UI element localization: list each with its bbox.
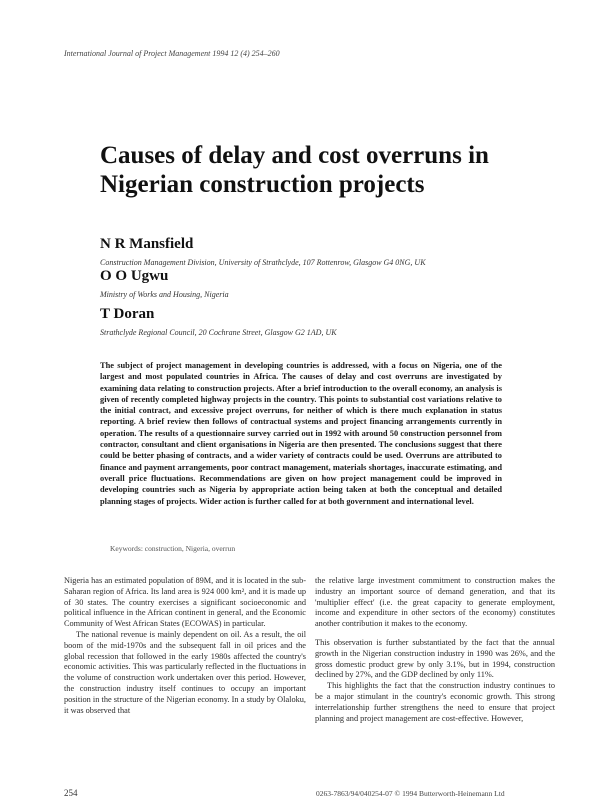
body-paragraph: This highlights the fact that the construction industry continues to be a major stimulant in the country's economic growth. This strong interrelationship further strengthens the need to ensure that project planning and project management are cost-effective. However,	[315, 681, 555, 723]
page-number: 254	[64, 788, 78, 798]
author-block	[100, 305, 540, 338]
body-paragraph: Nigeria has an estimated population of 89M, and it is located in the sub-Saharan region of Africa. Its land area is 924 000 km², and it is made up of 30 states. The country exercises a significant socioeconomic and political influence in the African continent in general, and the Economic Community of West African States (ECOWAS) in particular.	[64, 576, 306, 629]
body-column-right	[315, 576, 555, 724]
body-column-left	[64, 576, 306, 716]
author-block	[100, 235, 540, 268]
author-affiliation: Strathclyde Regional Council, 20 Cochrane Street, Glasgow G2 1AD, UK	[100, 328, 337, 337]
copyright-line: 0263-7863/94/040254-07 © 1994 Butterworth-Heinemann Ltd	[316, 789, 505, 798]
body-paragraph: the relative large investment commitment to construction makes the industry an important source of demand generation, and that its 'multiplier effect' (i.e. the great capacity to generate employment, income and expenditure in other sectors of the economy) constitutes another contribution it makes to the economy.	[315, 576, 555, 629]
body-paragraph: The national revenue is mainly dependent on oil. As a result, the oil boom of the mid-1970s and the subsequent fall in oil prices and the global recession that followed in the early 1980s affected the country's economic activities. This was particularly reflected in the fluctuations in the volume of construction work undertaken over this period. However, the construction industry itself continues to occupy an important position in the structure of the Nigerian economy. In a study by Olaloku, it was observed that	[64, 629, 306, 715]
author-name: T Doran	[100, 306, 155, 322]
keywords: Keywords: construction, Nigeria, overrun	[110, 544, 236, 553]
body-paragraph: This observation is further substantiated by the fact that the annual growth in the Nigerian construction industry in 1990 was 26%, and the gross domestic product grew by only 3.1%, but in 1994, construction declined by 27%, and the GDP declined by only 11%.	[315, 637, 555, 680]
journal-header: International Journal of Project Management 1994 12 (4) 254–260	[64, 49, 280, 58]
author-name: O O Ugwu	[100, 268, 169, 284]
author-affiliation: Construction Management Division, University of Strathclyde, 107 Rottenrow, Glasgow G4 0NG, UK	[100, 258, 426, 267]
article-title: Causes of delay and cost overruns in Nigerian construction projects	[100, 142, 489, 198]
abstract: The subject of project management in developing countries is addressed, with a focus on Nigeria, one of the largest and most populated countries in Africa. The causes of delay and cost overruns are investigated by examining data relating to construction projects. After a brief introduction to the overall economy, an analysis is given of recently completed highway projects in the country. This points to substantial cost variations relative to the initial contract, and excessive project overruns, for neither of which is there much explanation in status reporting. A brief review then follows of contractual systems and project financing arrangements currently in operation. The results of a questionnaire survey carried out in 1992 with around 50 construction personnel from contractor, consultant and client organisations in Nigeria are then presented. The conclusions suggest that there could be better phasing of contracts, and a wider variety of contracts could be used. Overruns are attributed to finance and payment arrangements, poor contract management, materials shortages, inaccurate estimating, and overall price fluctuations. Recommendations are given on how project management could be improved in developing countries such as Nigeria by appropriate action being taken at both the conceptual and detailed planning stages of projects. Wider action is further called for at both government and international level.	[100, 361, 502, 506]
author-affiliation: Ministry of Works and Housing, Nigeria	[100, 290, 229, 299]
author-block	[100, 267, 540, 300]
author-name: N R Mansfield	[100, 236, 194, 252]
